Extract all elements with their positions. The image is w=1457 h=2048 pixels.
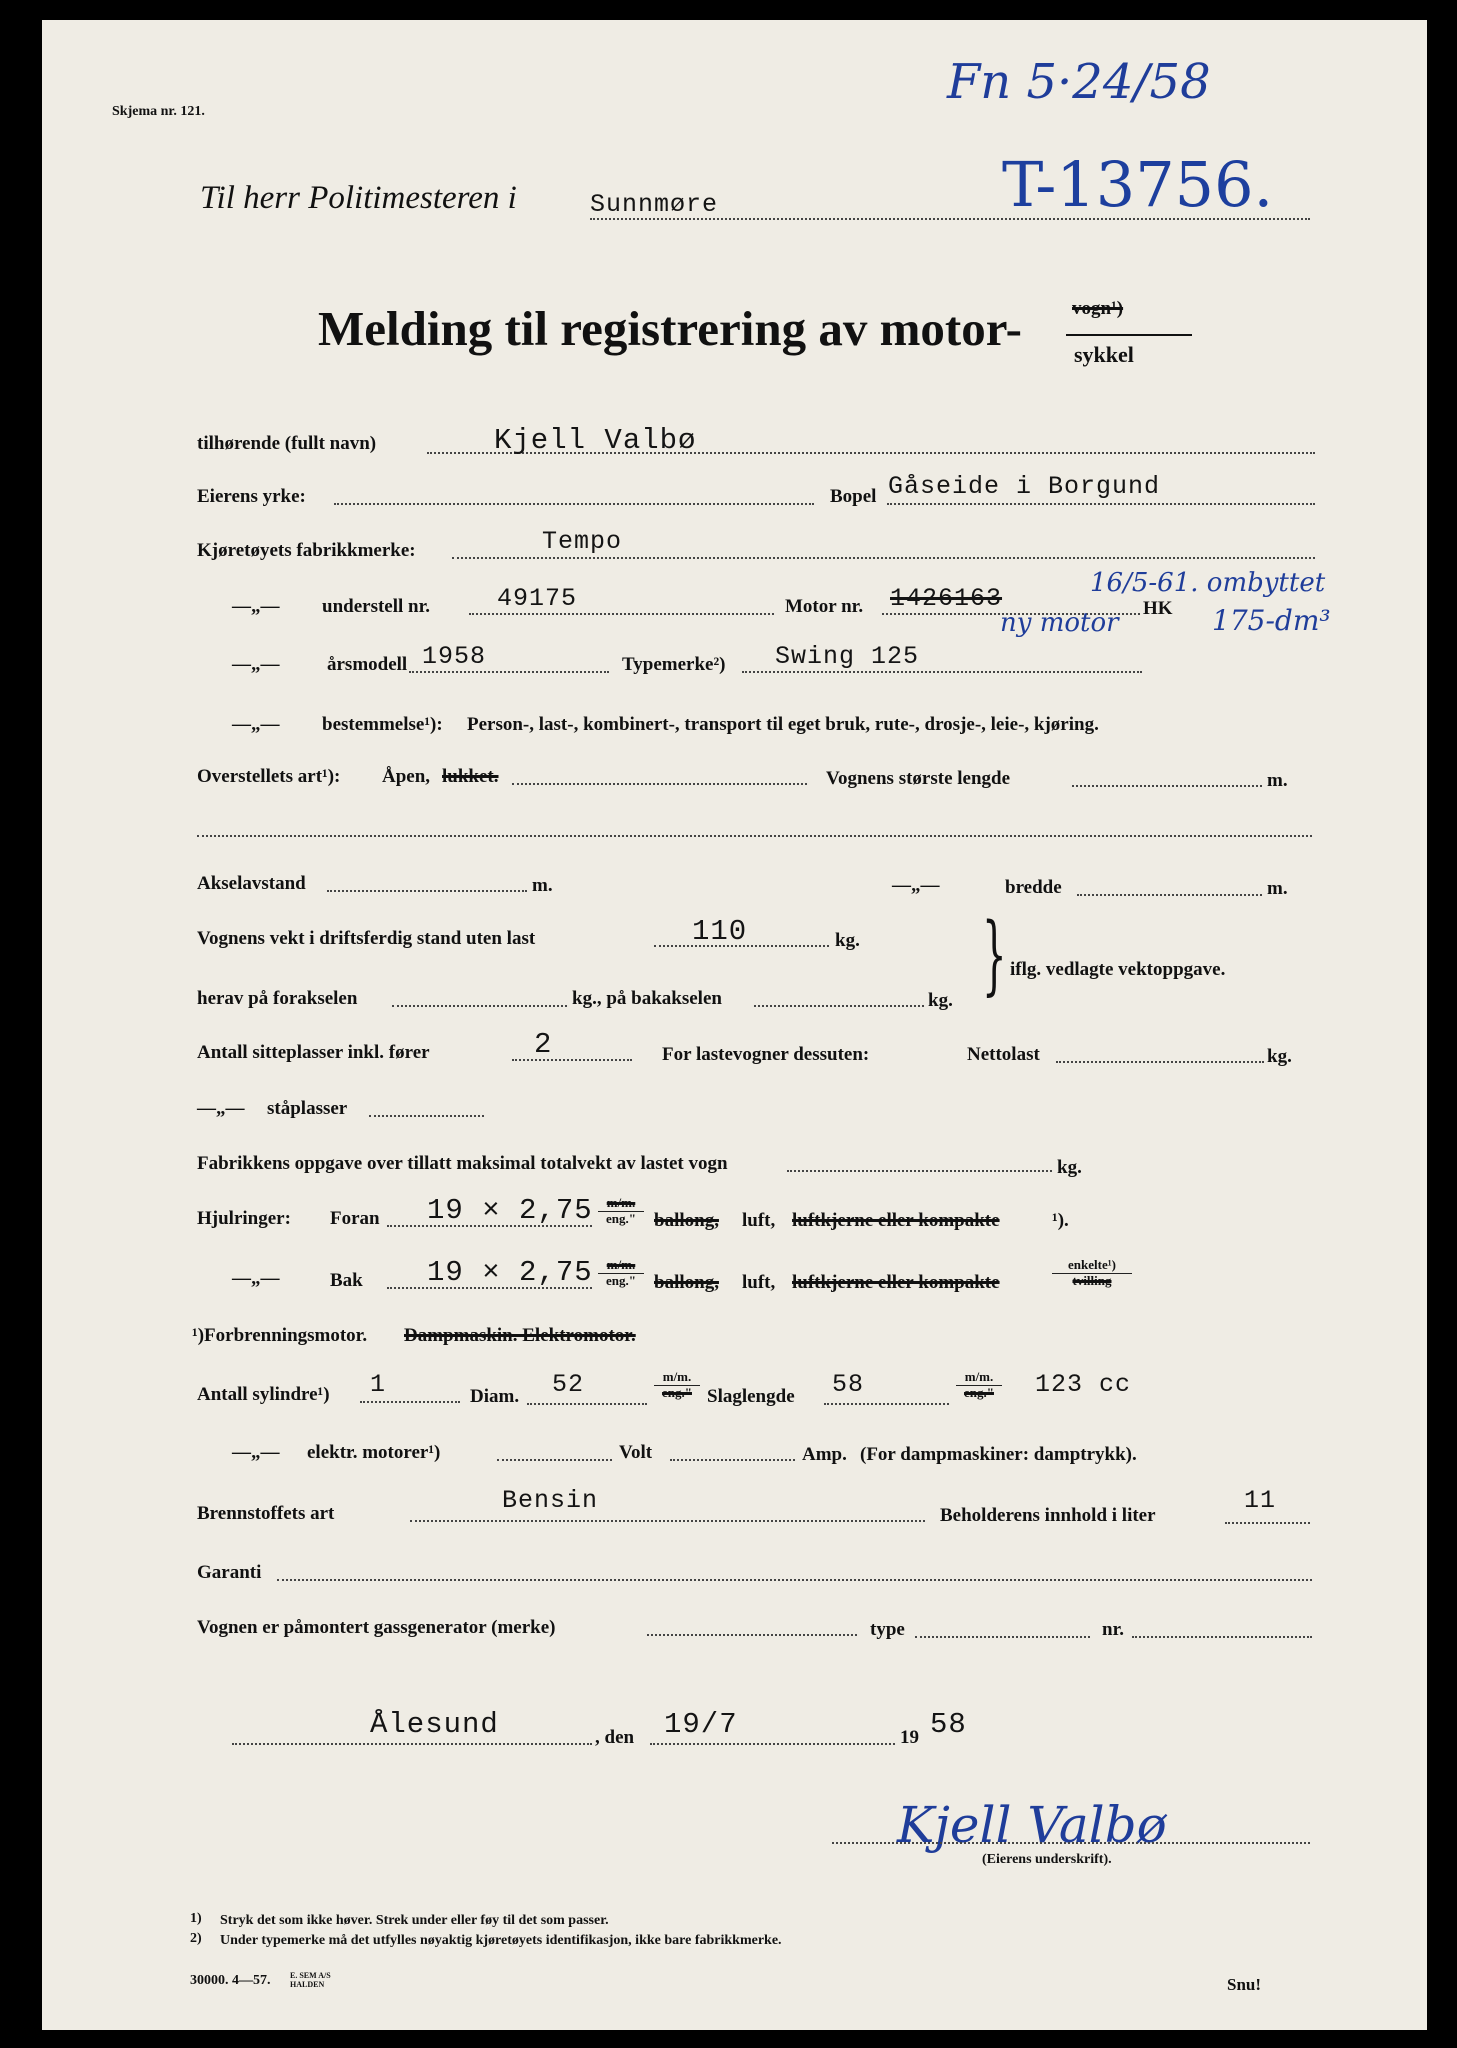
date-value: 19/7 — [664, 1708, 738, 1741]
rear-axle-line — [754, 1005, 924, 1007]
footnote-2-mark: 2) — [190, 1931, 202, 1946]
weight-brace: } — [982, 905, 1007, 1005]
residence-line — [887, 503, 1315, 505]
place-value: Ålesund — [370, 1708, 499, 1741]
seats-line — [512, 1059, 632, 1061]
gas-nr-label: nr. — [1102, 1619, 1125, 1640]
standing-label: ståplasser — [267, 1098, 348, 1119]
tyre-rear-solid-struck: luftkjerne eller kompakte — [792, 1272, 1000, 1293]
footnote-1: Stryk det som ikke høver. Strek under eller føy til det som passer. — [220, 1913, 609, 1928]
form-number: Skjema nr. 121. — [112, 104, 205, 119]
title-divider — [1066, 334, 1192, 336]
type-value: Swing 125 — [775, 642, 920, 671]
fuel-line — [410, 1520, 925, 1522]
tank-value: 11 — [1244, 1486, 1277, 1515]
width-unit: m. — [1267, 878, 1288, 899]
type-label: Typemerke²) — [622, 654, 726, 675]
volt-line — [670, 1459, 795, 1461]
body-extra-line — [197, 835, 1312, 837]
max-weight-line — [787, 1170, 1052, 1172]
volt-label: Volt — [619, 1442, 653, 1463]
fuel-value: Bensin — [502, 1486, 599, 1515]
amp-label: Amp. — [802, 1444, 847, 1465]
electric-motors-label: elektr. motorer¹) — [307, 1442, 441, 1463]
place-line — [232, 1743, 592, 1745]
motor-note-1: 16/5-61. ombyttet — [1090, 568, 1326, 598]
title-sykkel: sykkel — [1074, 342, 1134, 367]
title-vogn-struck: vogn¹) — [1072, 298, 1124, 319]
tyre-rear-unit — [598, 1258, 644, 1288]
netload-unit: kg. — [1267, 1046, 1292, 1067]
netload-label: Nettolast — [967, 1044, 1040, 1065]
warranty-label: Garanti — [197, 1562, 262, 1583]
occupation-label: Eierens yrke: — [197, 486, 306, 507]
seats-label: Antall sitteplasser inkl. fører — [197, 1042, 430, 1063]
diameter-value: 52 — [552, 1370, 585, 1399]
diameter-label: Diam. — [470, 1386, 520, 1407]
hk-label: HK — [1143, 598, 1173, 619]
tyre-front-note: ¹). — [1052, 1210, 1069, 1231]
stroke-line — [824, 1403, 949, 1405]
width-line — [1077, 894, 1262, 896]
motor-label: Motor nr. — [785, 596, 864, 617]
diameter-unit — [654, 1370, 700, 1400]
footnote-2: Under typemerke må det utfylles nøyaktig kjøretøyets identifikasjon, ikke bare fabrikkmerke. — [220, 1933, 782, 1948]
ditto-electric: —„— — [232, 1442, 280, 1463]
diameter-unit-mm: m/m. — [654, 1370, 700, 1386]
tyre-rear-size: 19 × 2,75 — [427, 1256, 593, 1289]
ditto-rear: —„— — [232, 1268, 280, 1289]
tyres-rear-label: Bak — [330, 1270, 363, 1291]
date-line — [650, 1743, 895, 1745]
printer-mark: E. SEM A/S HALDEN — [290, 1971, 331, 1989]
length-line — [1072, 785, 1262, 787]
turn-over: Snu! — [1227, 1975, 1262, 1994]
owner-name-label: tilhørende (fullt navn) — [197, 433, 377, 454]
footnote-1-mark: 1) — [190, 1911, 202, 1926]
weight-note: iflg. vedlagte vektoppgave. — [1010, 959, 1226, 980]
weight-unit: kg. — [835, 930, 860, 951]
tyres-label: Hjulringer: — [197, 1208, 291, 1229]
registration-number: T-13756. — [1002, 148, 1274, 221]
type-line — [742, 671, 1142, 673]
motor-number-struck: 1426163 — [890, 584, 1003, 613]
occupation-line — [334, 503, 814, 505]
year-line — [409, 671, 609, 673]
signature-line — [832, 1842, 1310, 1844]
date-label: , den — [595, 1727, 635, 1748]
electric-motors-line — [497, 1459, 612, 1461]
purpose-options: Person-, last-, kombinert-, transport til eget bruk, rute-, drosje-, leie-, kjøring. — [467, 714, 1099, 735]
max-weight-label: Fabrikkens oppgave over tillatt maksimal totalvekt av lastet vogn — [197, 1153, 728, 1174]
addressee-district: Sunnmøre — [590, 190, 719, 219]
form-page — [42, 20, 1427, 2030]
seats-value: 2 — [534, 1028, 553, 1061]
gas-nr-line — [1132, 1636, 1312, 1638]
netload-line — [1056, 1061, 1264, 1063]
make-value: Tempo — [542, 527, 623, 556]
weight-label: Vognens vekt i driftsferdig stand uten last — [197, 928, 536, 949]
print-info: 30000. 4—57. — [190, 1973, 271, 1988]
motor-note-2: ny motor — [1000, 608, 1119, 638]
tyre-front-unit-mm: m/m. — [598, 1196, 644, 1212]
width-label: bredde — [1005, 877, 1062, 898]
length-label: Vognens største lengde — [826, 768, 1011, 789]
tyre-rear-air: luft, — [742, 1272, 776, 1293]
tyre-front-air: luft, — [742, 1210, 776, 1231]
wheelbase-unit: m. — [532, 875, 553, 896]
rear-axle-unit: kg. — [928, 990, 953, 1011]
tyre-front-solid-struck: luftkjerne eller kompakte — [792, 1210, 1000, 1231]
tyre-front-balloon-struck: ballong, — [654, 1210, 719, 1231]
stroke-value: 58 — [832, 1370, 865, 1399]
fuel-label: Brennstoffets art — [197, 1503, 335, 1524]
diameter-line — [527, 1403, 647, 1405]
handwritten-reference: Fn 5·24/58 — [947, 54, 1211, 110]
owner-signature: Kjell Valbø — [897, 1796, 1167, 1854]
chassis-number: 49175 — [497, 584, 578, 613]
tyre-rear-unit-eng: eng." — [606, 1273, 636, 1288]
addressee-line — [590, 218, 1310, 220]
stroke-unit — [956, 1370, 1002, 1400]
cylinders-line — [360, 1401, 460, 1403]
model-year: 1958 — [422, 642, 487, 671]
signature-caption: (Eierens underskrift). — [982, 1852, 1112, 1867]
tyre-rear-mounting — [1052, 1258, 1132, 1288]
tank-label: Beholderens innhold i liter — [940, 1505, 1156, 1526]
tyre-rear-unit-mm: m/m. — [598, 1258, 644, 1274]
steam-electric-struck: Dampmaskin. Elektromotor. — [404, 1325, 636, 1346]
tank-line — [1225, 1522, 1310, 1524]
owner-name: Kjell Valbø — [494, 424, 697, 457]
rear-axle-label: kg., på bakakselen — [572, 988, 722, 1009]
residence-value: Gåseide i Borgund — [888, 472, 1161, 501]
tyre-twin-struck: tvilling — [1072, 1273, 1112, 1288]
addressee-label: Til herr Politimesteren i — [200, 180, 517, 216]
body-label: Overstellets art¹): — [197, 766, 341, 787]
cylinders-label: Antall sylindre¹) — [197, 1384, 330, 1405]
length-unit: m. — [1267, 770, 1288, 791]
max-weight-unit: kg. — [1057, 1157, 1082, 1178]
tyre-front-size: 19 × 2,75 — [427, 1194, 593, 1227]
wheelbase-label: Akselavstand — [197, 873, 306, 894]
displacement: 123 cc — [1035, 1370, 1132, 1399]
ditto-width: —„— — [892, 875, 940, 896]
tyres-front-label: Foran — [330, 1208, 380, 1229]
front-axle-line — [392, 1005, 567, 1007]
gas-generator-line — [647, 1634, 857, 1636]
wheelbase-line — [327, 890, 527, 892]
stroke-unit-mm: m/m. — [956, 1370, 1002, 1386]
make-line — [452, 557, 1315, 559]
chassis-line — [469, 613, 774, 615]
ditto-purpose: —„— — [232, 714, 280, 735]
gas-type-line — [915, 1636, 1090, 1638]
tyre-single: enkelte¹) — [1052, 1258, 1132, 1274]
warranty-line — [277, 1579, 1312, 1581]
year-prefix: 19 — [900, 1727, 919, 1748]
body-line — [512, 783, 807, 785]
tyre-front-unit-eng: eng." — [606, 1211, 636, 1226]
gas-generator-label: Vognen er påmontert gassgenerator (merke) — [197, 1617, 556, 1638]
tyre-rear-balloon-struck: ballong, — [654, 1272, 719, 1293]
stroke-label: Slaglengde — [707, 1386, 795, 1407]
front-axle-label: herav på forakselen — [197, 988, 358, 1009]
truck-label: For lastevogner dessuten: — [662, 1044, 870, 1065]
combustion-engine: ¹)Forbrenningsmotor. — [192, 1325, 368, 1346]
residence-label: Bopel — [830, 486, 877, 507]
ditto-chassis: —„— — [232, 596, 280, 617]
chassis-label: understell nr. — [322, 596, 431, 617]
make-label: Kjøretøyets fabrikkmerke: — [197, 540, 416, 561]
vehicle-weight: 110 — [692, 915, 748, 948]
year-label: årsmodell — [327, 654, 408, 675]
year-suffix: 58 — [930, 1708, 967, 1741]
body-open: Åpen, — [382, 766, 431, 787]
ditto-standing: —„— — [197, 1098, 245, 1119]
form-title: Melding til registrering av motor- — [318, 301, 1022, 356]
ditto-year: —„— — [232, 654, 280, 675]
cylinders-value: 1 — [370, 1370, 387, 1399]
steam-pressure-note: (For dampmaskiner: damptrykk). — [860, 1444, 1137, 1465]
gas-type-label: type — [870, 1619, 905, 1640]
standing-line — [369, 1115, 484, 1117]
motor-note-3: 175-dm³ — [1212, 604, 1331, 637]
diameter-unit-eng: eng." — [662, 1385, 692, 1400]
body-closed-struck: lukket. — [442, 766, 499, 787]
purpose-label: bestemmelse¹): — [322, 714, 443, 735]
tyre-front-unit — [598, 1196, 644, 1226]
stroke-unit-eng: eng." — [964, 1385, 994, 1400]
